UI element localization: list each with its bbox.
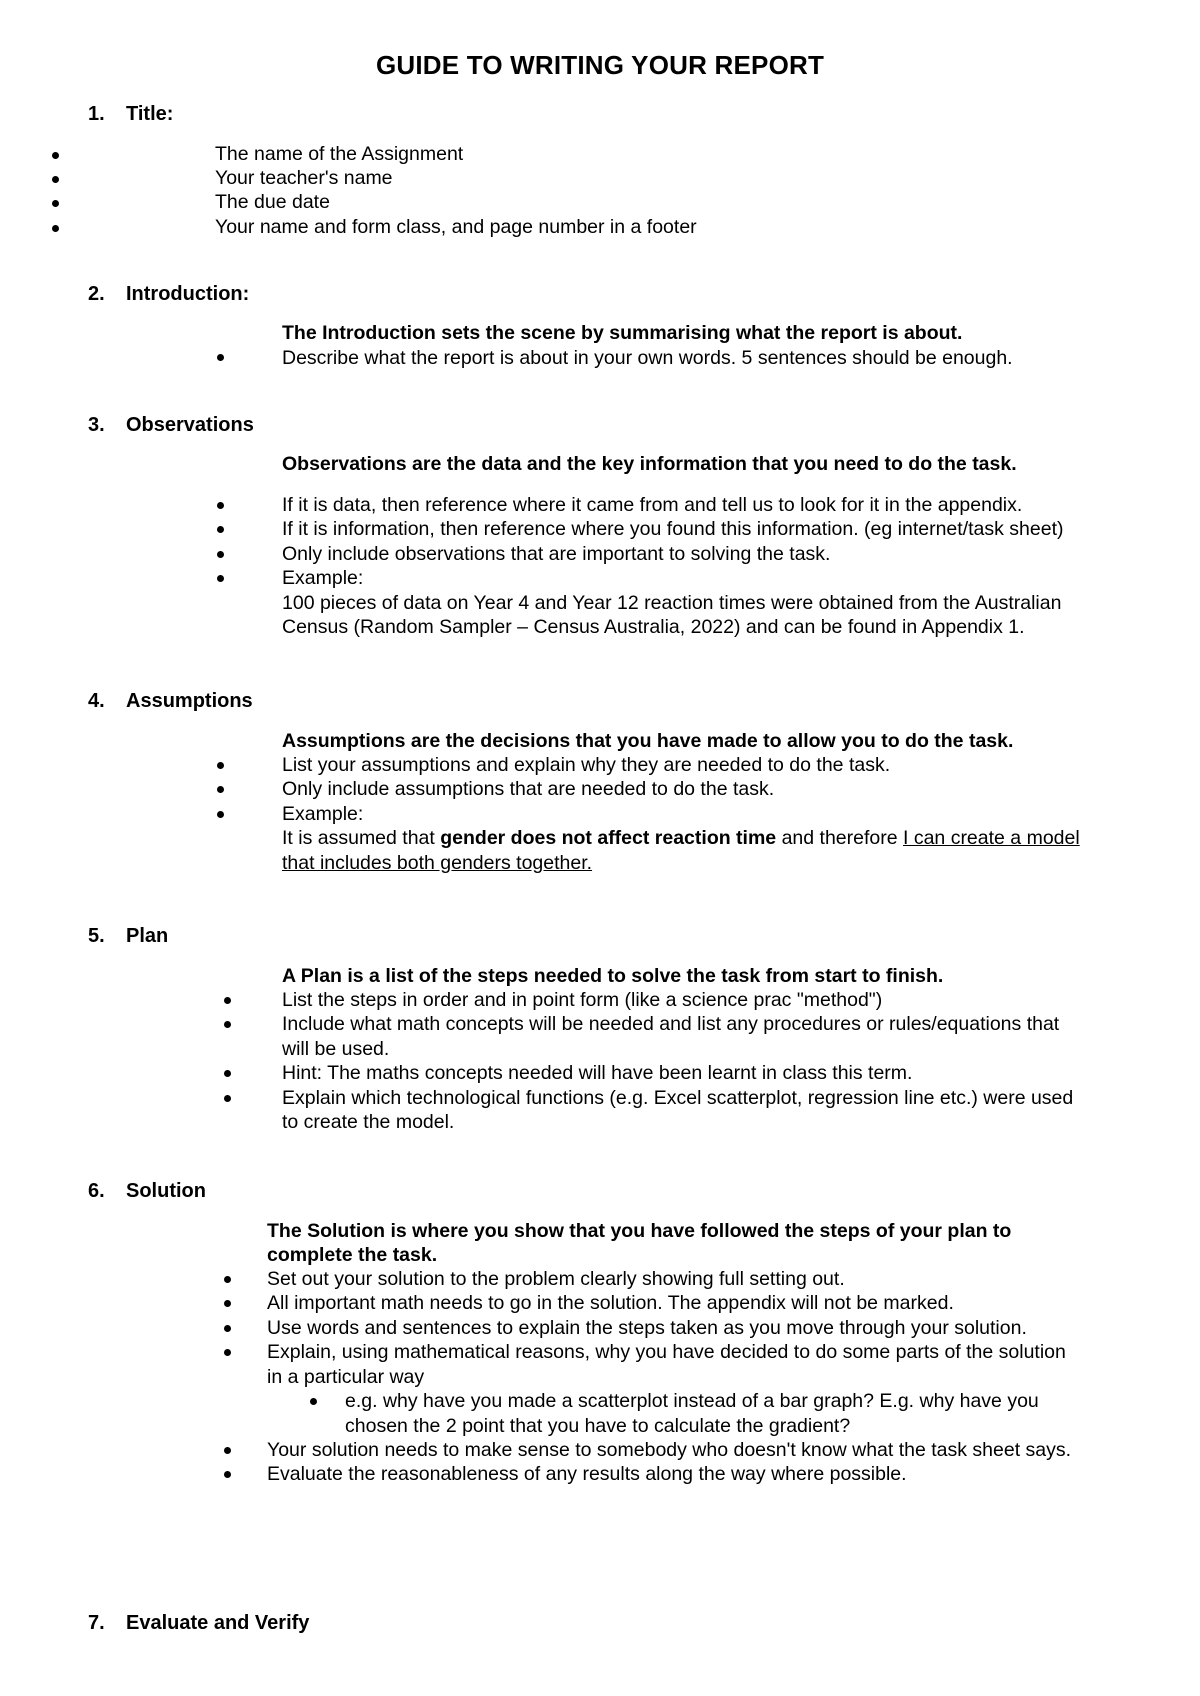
section-lead: Observations are the data and the key information that you need to do the task. <box>282 453 1017 475</box>
section-lead: The Solution is where you show that you have followed the steps of your plan to <box>267 1220 1012 1242</box>
section-lead: complete the task. <box>267 1244 438 1266</box>
list-item: Set out your solution to the problem clearly showing full setting out. <box>267 1268 845 1290</box>
sub-list-item: e.g. why have you made a scatterplot instead of a bar graph? E.g. why have you <box>345 1390 1039 1412</box>
bullet-icon <box>224 1471 231 1478</box>
list-item: List your assumptions and explain why they are needed to do the task. <box>282 754 891 776</box>
bullet-icon <box>217 811 224 818</box>
list-item: Hint: The maths concepts needed will have been learnt in class this term. <box>282 1062 913 1084</box>
section-7-heading: 7. Evaluate and Verify <box>88 1612 310 1634</box>
bullet-icon <box>217 551 224 558</box>
list-item: The name of the Assignment <box>215 143 464 165</box>
bullet-icon <box>217 502 224 509</box>
list-item: All important math needs to go in the solution. The appendix will not be marked. <box>267 1292 954 1314</box>
list-item: Explain which technological functions (e.g. Excel scatterplot, regression line etc.) were used <box>282 1087 1074 1109</box>
bullet-icon <box>52 176 59 183</box>
list-item: Only include observations that are important to solving the task. <box>282 543 831 565</box>
list-item: will be used. <box>282 1038 390 1060</box>
list-item: Explain, using mathematical reasons, why you have decided to do some parts of the solution <box>267 1341 1066 1363</box>
list-item: Use words and sentences to explain the steps taken as you move through your solution. <box>267 1317 1027 1339</box>
bullet-icon <box>224 997 231 1004</box>
bullet-icon <box>52 200 59 207</box>
sub-list-item: chosen the 2 point that you have to calculate the gradient? <box>345 1415 851 1437</box>
list-item: Include what math concepts will be needed and list any procedures or rules/equations that <box>282 1013 1060 1035</box>
bullet-icon <box>52 152 59 159</box>
example-text: 100 pieces of data on Year 4 and Year 12 reaction times were obtained from the Australian <box>282 592 1062 614</box>
bullet-icon <box>224 1300 231 1307</box>
bullet-icon <box>224 1349 231 1356</box>
section-lead: Assumptions are the decisions that you have made to allow you to do the task. <box>282 730 1014 752</box>
section-4-heading: 4. Assumptions <box>88 690 253 712</box>
list-item: to create the model. <box>282 1111 455 1133</box>
bullet-icon <box>217 575 224 582</box>
list-item: in a particular way <box>267 1366 425 1388</box>
list-item: If it is information, then reference where you found this information. (eg internet/task sheet) <box>282 518 1064 540</box>
section-1-heading: 1. Title: <box>88 103 174 125</box>
list-item: Evaluate the reasonableness of any results along the way where possible. <box>267 1463 907 1485</box>
bullet-icon <box>224 1021 231 1028</box>
list-item: Example: <box>282 567 364 589</box>
bullet-icon <box>224 1070 231 1077</box>
bullet-icon <box>217 354 224 361</box>
example-text: that includes both genders together. <box>282 852 593 874</box>
section-lead: A Plan is a list of the steps needed to solve the task from start to finish. <box>282 965 944 987</box>
page-title: GUIDE TO WRITING YOUR REPORT <box>375 50 825 80</box>
list-item: Example: <box>282 803 364 825</box>
list-item: The due date <box>215 191 330 213</box>
bullet-icon <box>224 1325 231 1332</box>
bullet-icon <box>217 786 224 793</box>
bullet-icon <box>217 762 224 769</box>
section-2-heading: 2. Introduction: <box>88 283 250 305</box>
example-text: Census (Random Sampler – Census Australia, 2022) and can be found in Appendix 1. <box>282 616 1025 638</box>
bullet-icon <box>224 1276 231 1283</box>
bullet-icon <box>52 225 59 232</box>
section-6-heading: 6. Solution <box>88 1180 206 1202</box>
section-lead: The Introduction sets the scene by summarising what the report is about. <box>282 322 963 344</box>
bullet-icon <box>310 1398 317 1405</box>
example-text: It is assumed that gender does not affect reaction time and therefore I can create a model <box>282 827 1080 849</box>
list-item: Your teacher's name <box>215 167 393 189</box>
list-item: List the steps in order and in point form (like a science prac "method") <box>282 989 883 1011</box>
list-item: If it is data, then reference where it came from and tell us to look for it in the appendix. <box>282 494 1023 516</box>
list-item: Only include assumptions that are needed to do the task. <box>282 778 775 800</box>
bullet-icon <box>217 526 224 533</box>
list-item: Your solution needs to make sense to somebody who doesn't know what the task sheet says. <box>267 1439 1072 1461</box>
bullet-icon <box>224 1447 231 1454</box>
bullet-icon <box>224 1095 231 1102</box>
list-item: Describe what the report is about in your own words. 5 sentences should be enough. <box>282 347 1013 369</box>
section-5-heading: 5. Plan <box>88 925 169 947</box>
list-item: Your name and form class, and page number in a footer <box>215 216 697 238</box>
section-3-heading: 3. Observations <box>88 414 254 436</box>
